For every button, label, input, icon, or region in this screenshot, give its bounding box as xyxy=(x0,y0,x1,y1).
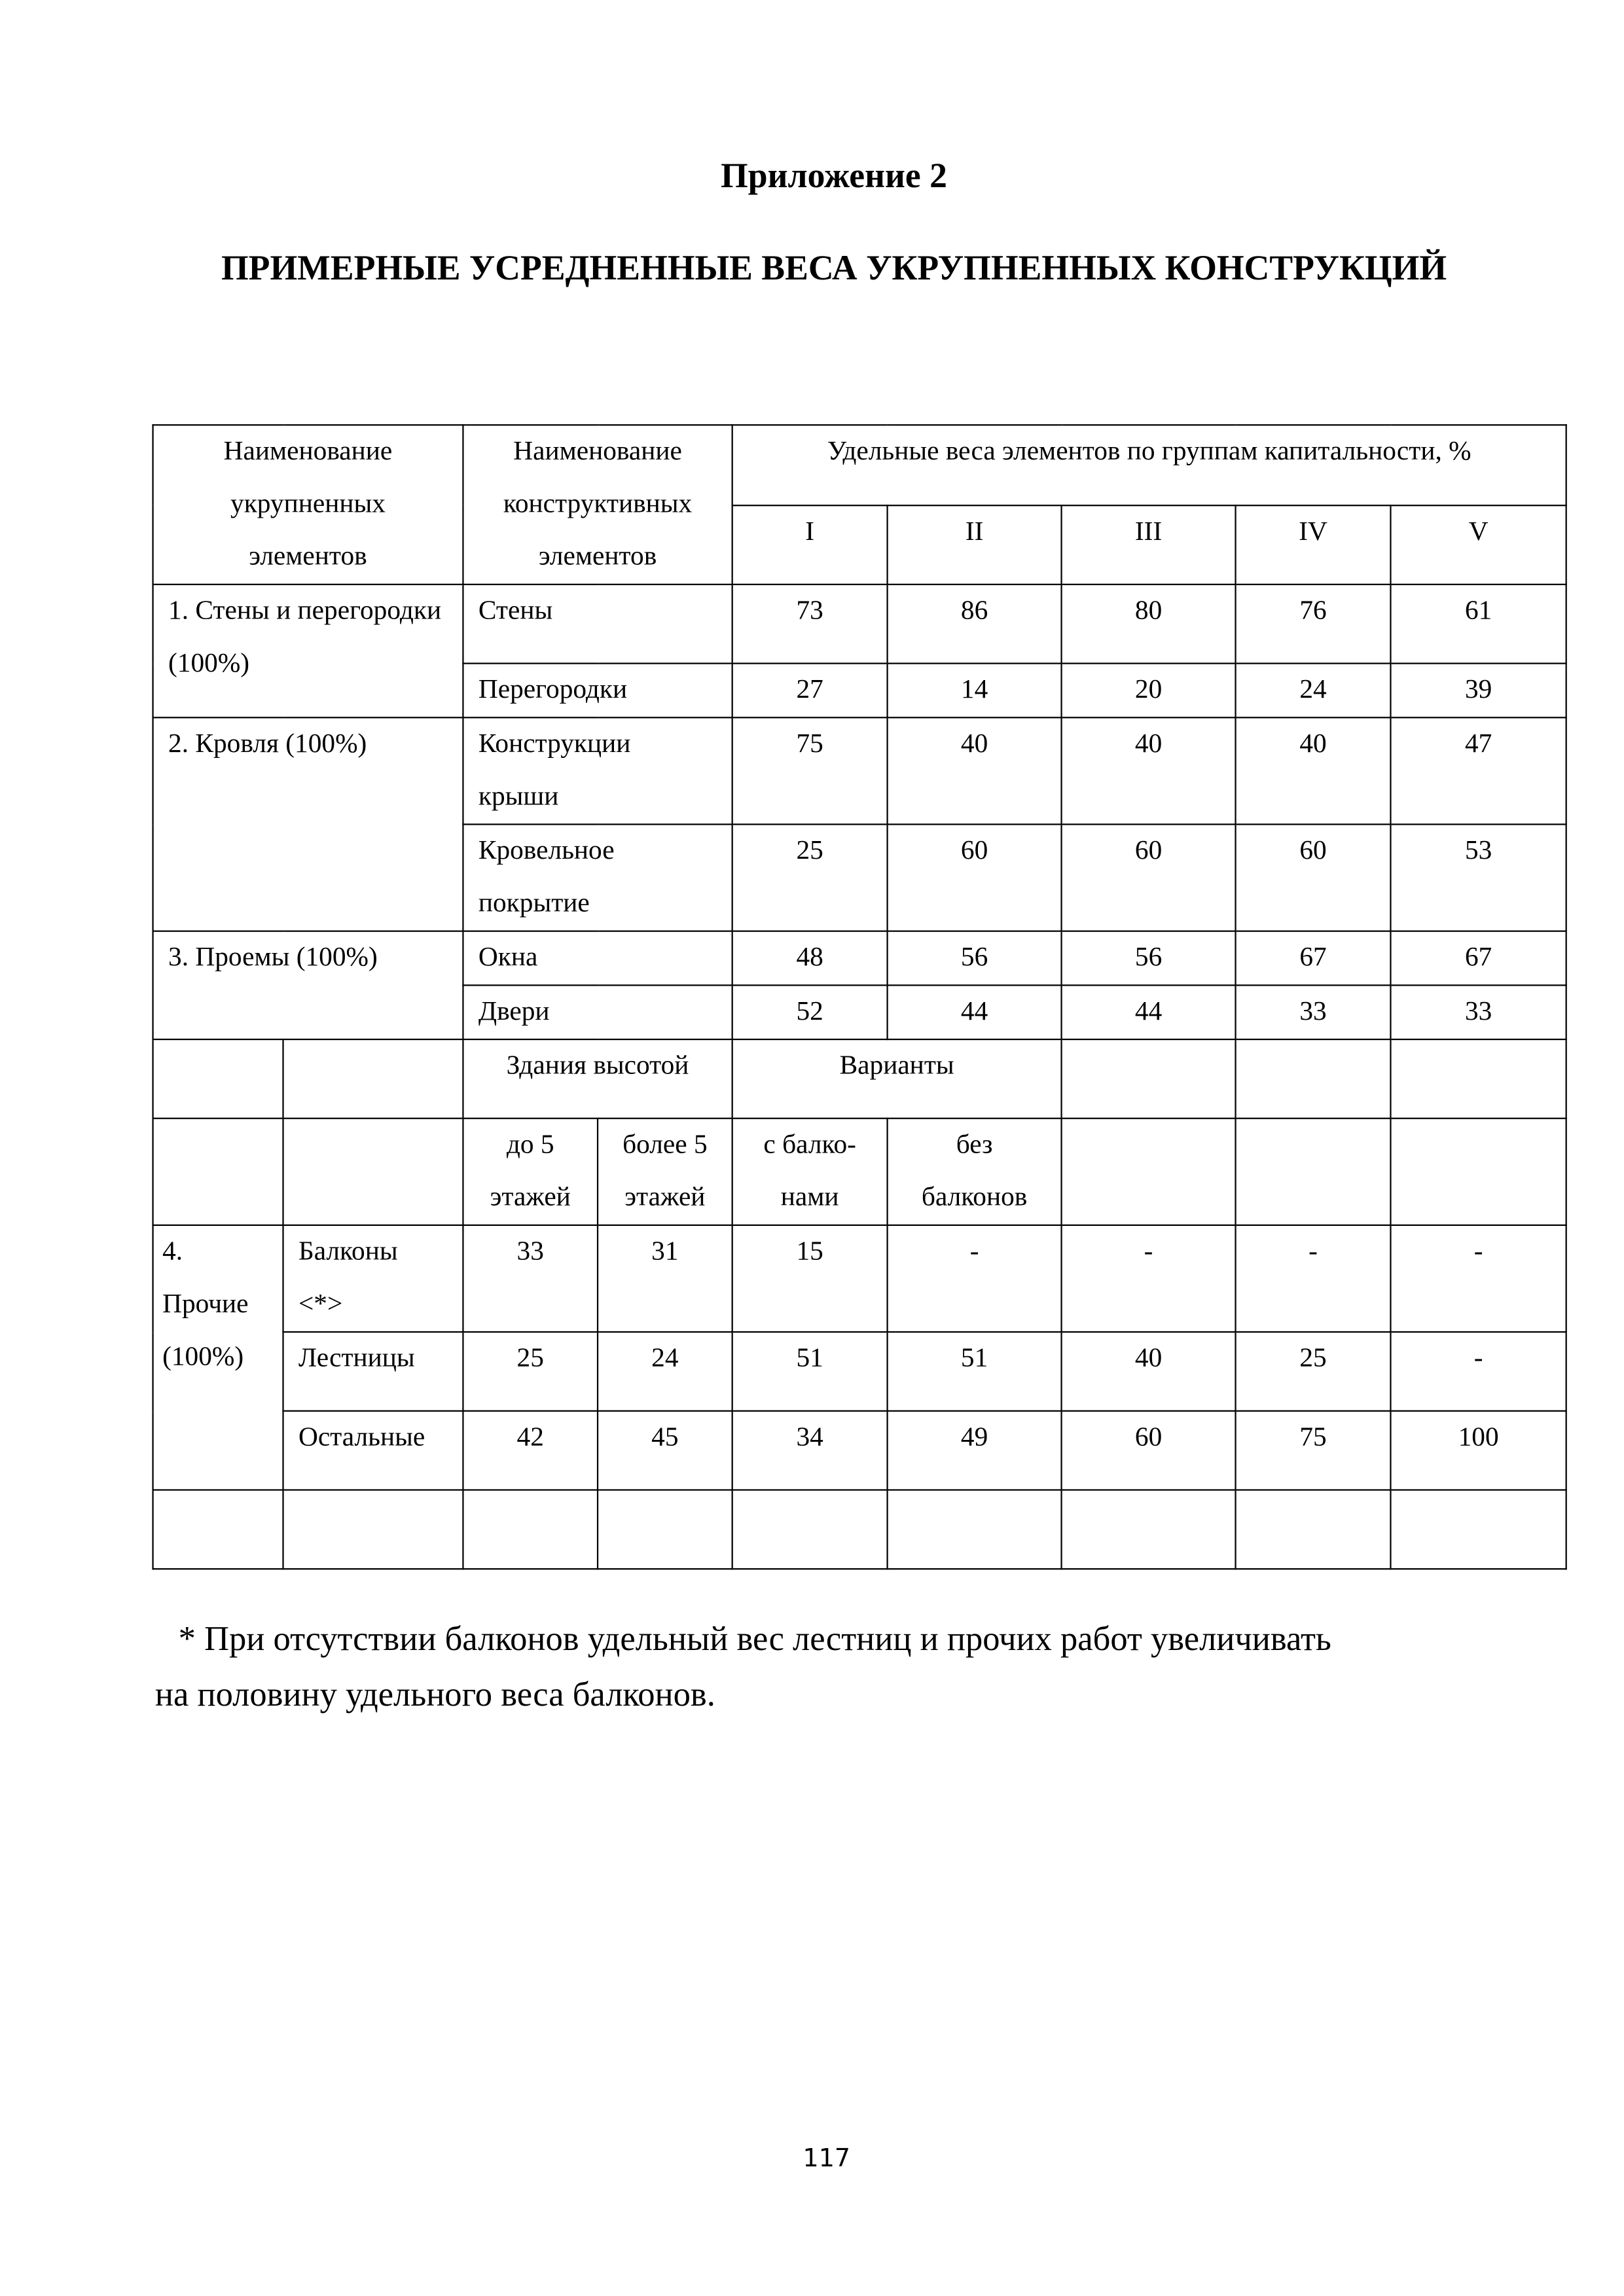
value-cell: 76 xyxy=(1236,584,1391,664)
value-cell: 51 xyxy=(888,1332,1062,1411)
value-cell: 33 xyxy=(463,1225,598,1332)
value-cell: 31 xyxy=(598,1225,732,1332)
value-cell: 86 xyxy=(888,584,1062,664)
value-cell: 60 xyxy=(1062,1411,1236,1490)
row-name: Стены xyxy=(463,584,732,664)
empty-cell xyxy=(283,1490,463,1569)
empty-cell xyxy=(153,1490,283,1569)
subheader-over-5-floors: более 5 этажей xyxy=(598,1119,732,1225)
value-cell: - xyxy=(1390,1225,1566,1332)
empty-cell xyxy=(732,1490,888,1569)
row-name: Лестницы xyxy=(283,1332,463,1411)
header-group: III xyxy=(1062,505,1236,584)
value-cell: 60 xyxy=(888,824,1062,931)
empty-cell xyxy=(1236,1039,1391,1119)
table-subheader-row xyxy=(153,1119,1566,1225)
value-cell: 49 xyxy=(888,1411,1062,1490)
value-cell: 44 xyxy=(888,985,1062,1039)
subheader-with-balconies: с балко- нами xyxy=(732,1119,888,1225)
value-cell: 80 xyxy=(1062,584,1236,664)
value-cell: 15 xyxy=(732,1225,888,1332)
subheader-building-height: Здания высотой xyxy=(463,1039,732,1119)
value-cell: 51 xyxy=(732,1332,888,1411)
value-cell: 25 xyxy=(732,824,888,931)
value-cell: 24 xyxy=(1236,664,1391,718)
page-title: ПРИМЕРНЫЕ УСРЕДНЕННЫЕ ВЕСА УКРУПНЕННЫХ КОНСТРУКЦИЙ xyxy=(221,250,1447,289)
value-cell: 39 xyxy=(1390,664,1566,718)
empty-cell xyxy=(1390,1039,1566,1119)
row-group-label: 4. Прочие (100%) xyxy=(153,1225,283,1490)
value-cell: - xyxy=(888,1225,1062,1332)
header-group: II xyxy=(888,505,1062,584)
header-group: V xyxy=(1390,505,1566,584)
appendix-heading: Приложение 2 xyxy=(721,158,947,196)
empty-cell xyxy=(1236,1490,1391,1569)
empty-cell xyxy=(153,1119,283,1225)
value-cell: 67 xyxy=(1236,931,1391,986)
empty-cell xyxy=(598,1490,732,1569)
value-cell: 20 xyxy=(1062,664,1236,718)
value-cell: 33 xyxy=(1236,985,1391,1039)
empty-cell xyxy=(153,1039,283,1119)
empty-cell xyxy=(463,1490,598,1569)
header-group: IV xyxy=(1236,505,1391,584)
value-cell: 27 xyxy=(732,664,888,718)
value-cell: 40 xyxy=(1062,1332,1236,1411)
value-cell: 73 xyxy=(732,584,888,664)
empty-cell xyxy=(1062,1490,1236,1569)
footnote-line: на половину удельного веса балконов. xyxy=(154,1676,715,1715)
header-constructive-elements: Наименование конструктивных элементов xyxy=(463,425,732,584)
table-row xyxy=(153,1332,1566,1411)
header-group: I xyxy=(732,505,888,584)
value-cell: 25 xyxy=(463,1332,598,1411)
value-cell: - xyxy=(1062,1225,1236,1332)
row-name: Кровельное покрытие xyxy=(463,824,732,931)
table-row xyxy=(153,931,1566,986)
empty-cell xyxy=(283,1039,463,1119)
value-cell: 52 xyxy=(732,985,888,1039)
row-name: Двери xyxy=(463,985,732,1039)
table-row xyxy=(153,584,1566,664)
value-cell: 42 xyxy=(463,1411,598,1490)
value-cell: 44 xyxy=(1062,985,1236,1039)
value-cell: 67 xyxy=(1390,931,1566,986)
value-cell: 40 xyxy=(888,717,1062,824)
value-cell: 56 xyxy=(888,931,1062,986)
table-empty-row xyxy=(153,1490,1566,1569)
empty-cell xyxy=(1062,1119,1236,1225)
value-cell: 60 xyxy=(1062,824,1236,931)
value-cell: 47 xyxy=(1390,717,1566,824)
subheader-without-balconies: без балконов xyxy=(888,1119,1062,1225)
page-number: 117 xyxy=(803,2144,851,2174)
value-cell: 100 xyxy=(1390,1411,1566,1490)
row-name: Конструкции крыши xyxy=(463,717,732,824)
table-row xyxy=(153,717,1566,824)
footnote xyxy=(155,1612,1501,1723)
empty-cell xyxy=(1062,1039,1236,1119)
value-cell: 61 xyxy=(1390,584,1566,664)
empty-cell xyxy=(283,1119,463,1225)
value-cell: 75 xyxy=(1236,1411,1391,1490)
value-cell: 40 xyxy=(1062,717,1236,824)
value-cell: 48 xyxy=(732,931,888,986)
subheader-up-to-5-floors: до 5 этажей xyxy=(463,1119,598,1225)
header-enlarged-elements: Наименование укрупненных элементов xyxy=(153,425,463,584)
empty-cell xyxy=(888,1490,1062,1569)
row-group-label: 1. Стены и перегородки (100%) xyxy=(153,584,463,717)
value-cell: 56 xyxy=(1062,931,1236,986)
row-group-label: 3. Проемы (100%) xyxy=(153,931,463,1039)
header-specific-weights: Удельные веса элементов по группам капитальности, % xyxy=(732,425,1566,505)
value-cell: 75 xyxy=(732,717,888,824)
empty-cell xyxy=(1390,1119,1566,1225)
value-cell: 40 xyxy=(1236,717,1391,824)
value-cell: - xyxy=(1236,1225,1391,1332)
table-row xyxy=(153,1411,1566,1490)
value-cell: - xyxy=(1390,1332,1566,1411)
row-name: Окна xyxy=(463,931,732,986)
weights-table xyxy=(152,424,1566,1570)
table-subheader-row xyxy=(153,1039,1566,1119)
value-cell: 45 xyxy=(598,1411,732,1490)
value-cell: 34 xyxy=(732,1411,888,1490)
subheader-variants: Варианты xyxy=(732,1039,1062,1119)
row-name: Балконы <*> xyxy=(283,1225,463,1332)
value-cell: 60 xyxy=(1236,824,1391,931)
footnote-line: * При отсутствии балконов удельный вес лестниц и прочих работ увеличивать xyxy=(178,1621,1331,1659)
value-cell: 14 xyxy=(888,664,1062,718)
row-name: Перегородки xyxy=(463,664,732,718)
table-row xyxy=(153,1225,1566,1332)
row-name: Остальные xyxy=(283,1411,463,1490)
value-cell: 24 xyxy=(598,1332,732,1411)
value-cell: 25 xyxy=(1236,1332,1391,1411)
row-group-label: 2. Кровля (100%) xyxy=(153,717,463,931)
value-cell: 53 xyxy=(1390,824,1566,931)
value-cell: 33 xyxy=(1390,985,1566,1039)
empty-cell xyxy=(1236,1119,1391,1225)
empty-cell xyxy=(1390,1490,1566,1569)
table-header-row xyxy=(153,425,1566,505)
